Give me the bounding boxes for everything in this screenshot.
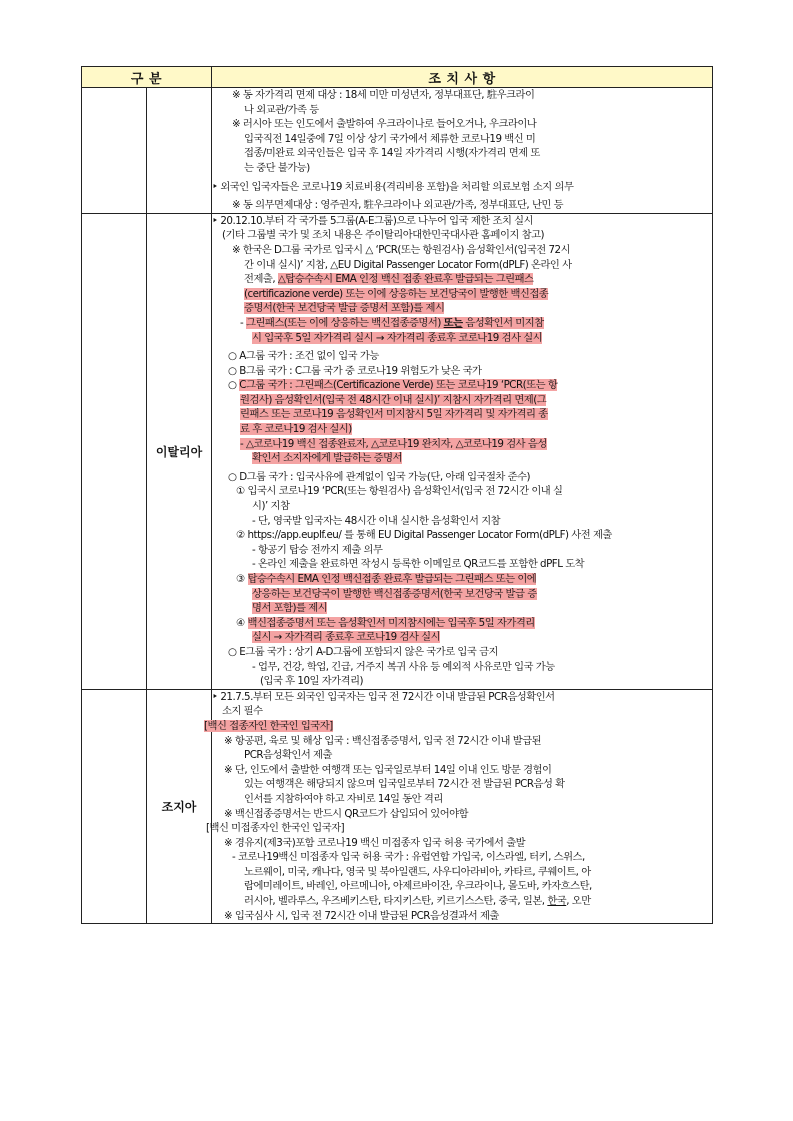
measures-cell-top	[212, 88, 713, 214]
row-continuation	[82, 88, 713, 214]
text-line: ‣ 21.7.5.부터 모든 외국인 입국자는 입국 전 72시간 이내 발급된 PCR음성확인서	[212, 690, 555, 703]
measures-cell-italy	[212, 213, 713, 689]
text-line: 있는 여행객은 해당되지 않으며 입국일로부터 72시간 전 발급된 PCR음성 확	[244, 778, 565, 791]
underlined-text: 한국	[547, 895, 567, 908]
text-line: 노르웨이, 미국, 캐나다, 영국 및 북아일랜드, 사우디아라비아, 카타르, 쿠웨이트, 아	[244, 865, 591, 878]
highlighted-text: [백신 접종자인 한국인 입국자]	[204, 719, 333, 732]
country-cell-empty	[147, 88, 212, 214]
text-line: ※ 러시아 또는 인도에서 출발하여 우크라이나로 들어오거나, 우크라이나	[232, 118, 537, 131]
text-line: - 업무, 건강, 학업, 긴급, 거주지 복귀 사유 등 예외적 사유로만 입국 가능	[252, 660, 555, 673]
text-line: , 오만	[566, 895, 591, 908]
header-measures: 조 치 사 항	[212, 67, 713, 88]
highlighted-text: 그린패스(또는 이에 상응하는 백신접종증명서)	[246, 316, 444, 329]
text-line: -	[240, 316, 246, 329]
text-line: 간 이내 실시)’ 지참, △EU Digital Passenger Locator Form(dPLF) 온라인 사	[244, 258, 572, 271]
text-line: 랍에미레이트, 바레인, 아르메니아, 아제르바이잔, 우크라이나, 몰도바, 카자흐스탄,	[244, 880, 592, 893]
country-name-georgia: 조지아	[147, 689, 212, 924]
text-line: 입국직전 14일중에 7일 이상 상기 국가에서 체류한 코로나19 백신 미	[244, 132, 536, 145]
highlighted-text: 탑승수속시 EMA 인정 백신접종 완료후 발급되는 그린패스 또는 이에	[247, 573, 537, 585]
highlighted-text: 확인서 소지자에게 발급하는 증명서	[252, 452, 403, 465]
row-italy	[82, 213, 713, 689]
region-cell	[82, 213, 147, 689]
highlighted-text: 명서 포함)를 제시	[252, 602, 328, 615]
highlighted-text: 시 입국후 5일 자가격리 실시 → 자가격리 종료후 코로나19 검사 실시	[252, 331, 543, 344]
highlighted-text: 상응하는 보건당국이 발행한 백신접종증명서(한국 보건당국 발급 증	[252, 587, 537, 600]
text-line: 소지 필수	[222, 705, 263, 718]
header-category: 구 분	[82, 67, 212, 88]
text-line: 러시아, 벨라루스, 우즈베키스탄, 타지키스탄, 키르기스스탄, 중국, 일본,	[244, 895, 548, 908]
highlighted-text: 원검사) 음성확인서(입국 전 48시간 이내 실시)’ 지참시 자가격리 면제(그	[240, 393, 547, 406]
text-line: ② https://app.euplf.eu/ 를 통해 EU Digital Passenger Locator Form(dPLF) 사전 제출	[236, 529, 612, 542]
highlighted-text: 린패스 또는 코로나19 음성확인서 미지참시 5일 자가격리 및 자가격리 종	[240, 408, 548, 421]
highlighted-text: (certificazione verde) 또는 이에 상응하는 보건당국이 발행한 백신접종	[244, 287, 549, 300]
text-line: ※ 경유지(제3국)포함 코로나19 백신 미접종자 입국 허용 국가에서 출발	[224, 836, 526, 849]
text-line: 나 외교관/가족 등	[244, 103, 319, 116]
row-georgia	[82, 689, 713, 924]
highlighted-text: 백신접종증명서 또는 음성확인서 미지참시에는 입국후 5일 자가격리	[247, 616, 535, 629]
text-line: ‣ 20.12.10.부터 각 국가를 5그룹(A-E그룹)으로 나누어 입국 제한 조치 실시	[212, 214, 534, 227]
text-line: ① 입국시 코로나19 ‘PCR(또는 항원검사) 음성확인서(입국 전 72시간 이내 실	[236, 485, 563, 498]
text-line: ③	[236, 573, 248, 585]
region-cell	[82, 88, 147, 214]
text-line: ‣ 외국인 입국자들은 코로나19 치료비용(격리비용 포함)을 처리할 의료보험 소지 의무	[212, 180, 574, 193]
text-line: ※ 백신접종증명서는 반드시 QR코드가 삽입되어 있어야함	[224, 807, 469, 820]
text-line: 시)’ 지참	[252, 500, 290, 513]
text-line: 접종/미완료 외국인들은 입국 후 14일 자가격리 시행(자가격리 면제 또	[244, 147, 540, 160]
highlighted-text: 증명서(한국 보건당국 발급 증명서 포함)를 제시	[244, 302, 445, 315]
text-line: ○ A그룹 국가 : 조건 없이 입국 가능	[228, 350, 379, 363]
text-line: PCR음성확인서 제출	[244, 749, 332, 762]
text-line: ○ E그룹 국가 : 상기 A-D그룹에 포함되지 않은 국가로 입국 금지	[228, 645, 498, 658]
highlighted-text: C그룹 국가 : 그린패스(Certificazione Verde) 또는 코로나19 ‘PCR(또는 항	[239, 379, 558, 392]
text-line: (입국 후 10일 자가격리)	[260, 675, 364, 688]
text-line: (기타 그룹별 국가 및 조치 내용은 주이탈리아대한민국대사관 홈페이지 참고)	[222, 229, 545, 242]
text-line: 는 중단 불가능)	[244, 161, 310, 174]
text-line: ※ 한국은 D그룹 국가로 입국시 △ ‘PCR(또는 항원검사) 음성확인서(입국전 72시	[232, 243, 571, 256]
country-name-italy: 이탈리아	[147, 213, 212, 689]
text-line: ※ 단, 인도에서 출발한 여행객 또는 입국일로부터 14일 이내 인도 방문 경험이	[224, 763, 552, 776]
text-line: - 온라인 제출을 완료하면 작성시 등록한 이메일로 QR코드를 포함한 dPFL 도착	[252, 558, 585, 571]
text-line: - 단, 영국발 입국자는 48시간 이내 실시한 음성확인서 지참	[252, 514, 501, 527]
highlighted-text: 료 후 코로나19 검사 실시)	[240, 423, 352, 436]
highlighted-text: 실시 → 자가격리 종료후 코로나19 검사 실시	[252, 631, 441, 644]
text-line: 전제출,	[244, 273, 278, 286]
text-line: ○ B그룹 국가 : C그룹 국가 중 코로나19 위험도가 낮은 국가	[228, 364, 482, 377]
text-line: ※ 입국심사 시, 입국 전 72시간 이내 발급된 PCR음성결과서 제출	[224, 909, 499, 922]
text-line: - 항공기 탑승 전까지 제출 의무	[252, 543, 383, 556]
text-line: - 코로나19백신 미접종자 입국 허용 국가 : 유럽연합 가입국, 이스라엘, 터키, 스위스,	[232, 851, 585, 864]
measures-cell-georgia	[204, 689, 713, 924]
highlighted-text: △탑승수속시 EMA 인정 백신 접종 완료후 발급되는 그린패스	[277, 273, 534, 286]
emphasis-text: 또는	[443, 316, 463, 329]
text-line: ※ 항공편, 육로 및 해상 입국 : 백신접종증명서, 입국 전 72시간 이내 발급된	[224, 734, 542, 747]
text-line: ④	[236, 616, 248, 629]
text-line: ○ D그룹 국가 : 입국사유에 관계없이 입국 가능(단, 아래 입국절차 준수)	[228, 470, 531, 483]
table-header-row	[82, 67, 713, 88]
text-line: ○	[228, 379, 240, 392]
region-cell	[82, 689, 147, 924]
highlighted-text: 음성확인서 미지참	[462, 316, 544, 329]
text-line: 인서를 지참하여야 하고 자비로 14일 동안 격리	[244, 792, 443, 805]
measures-table	[81, 66, 713, 924]
text-line: ※ 동 자가격리 면제 대상 : 18세 미만 미성년자, 정부대표단, 駐우크라이	[232, 89, 535, 101]
highlighted-text: - △코로나19 백신 접종완료자, △코로나19 완치자, △코로나19 검사 음성	[240, 437, 547, 450]
section-heading: [백신 미접종자인 한국인 입국자]	[206, 822, 345, 835]
text-line: ※ 동 의무면제대상 : 영주권자, 駐우크라이나 외교관/가족, 정부대표단, 난민 등	[232, 199, 564, 212]
